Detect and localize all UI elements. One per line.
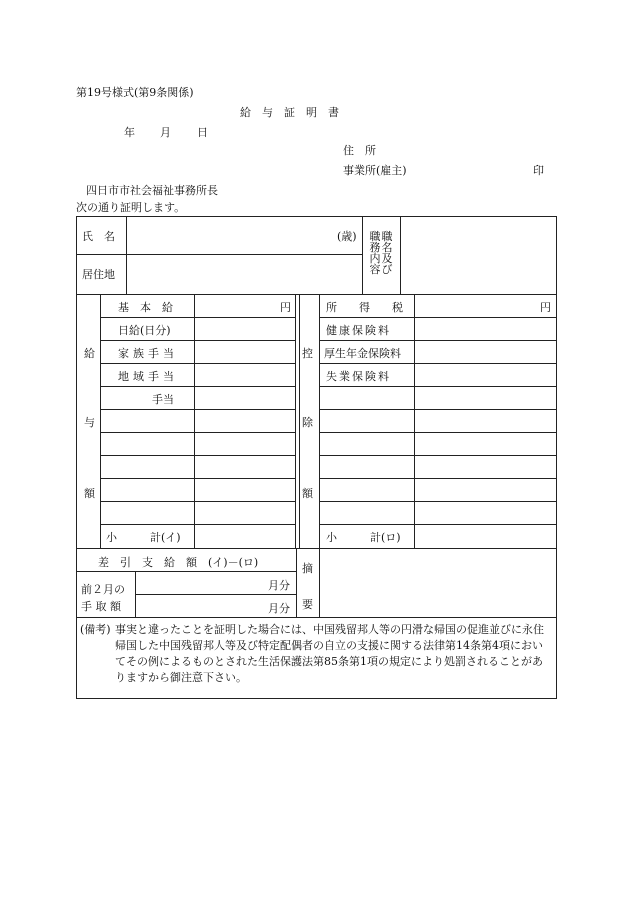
remarks-char-1: 摘 <box>302 562 313 575</box>
salary-currency: 円 <box>280 301 291 314</box>
salary-subtotal-label: 小 計(イ) <box>106 531 181 544</box>
salary-item-daily: 日給(日分) <box>118 324 171 337</box>
residence-label: 居住地 <box>82 268 115 281</box>
deduction-item-pension: 厚生年金保険料 <box>324 347 401 360</box>
remarks-field[interactable] <box>320 549 556 617</box>
job-label-col2: 職務内容 <box>369 230 381 276</box>
salary-item-basic: 基 本 給 <box>118 301 173 314</box>
addressee: 四日市市社会福祉事務所長 <box>86 184 218 197</box>
deduction-group-char-2: 除 <box>302 416 313 429</box>
prev-months-label-1: 前２月の <box>81 583 125 596</box>
date-year: 年 <box>124 126 135 139</box>
deduction-item-income-tax: 所 得 税 <box>326 301 403 314</box>
address-label: 住 所 <box>343 144 376 157</box>
salary-item-regional: 地域手当 <box>118 370 178 383</box>
salary-group-char-1: 給 <box>84 347 95 360</box>
salary-item-allowance: 手当 <box>152 393 174 406</box>
net-pay-label: 差 引 支 給 額 (イ)－(ロ) <box>98 556 259 569</box>
employer-label: 事業所(雇主) <box>343 164 407 177</box>
job-field[interactable] <box>401 217 556 294</box>
date-month: 月 <box>160 126 171 139</box>
deduction-subtotal-label: 小 計(ロ) <box>326 531 401 544</box>
seal-mark: 印 <box>533 164 544 177</box>
statement: 次の通り証明します。 <box>76 201 186 214</box>
job-label-col1: 職名及び <box>381 230 393 276</box>
salary-group-char-2: 与 <box>84 416 95 429</box>
deduction-group-char-1: 控 <box>302 347 313 360</box>
name-label: 氏 名 <box>82 230 115 243</box>
note-label: (備考) <box>80 623 111 636</box>
age-label: (歳) <box>337 230 357 243</box>
remarks-char-2: 要 <box>302 598 313 611</box>
date-day: 日 <box>197 126 208 139</box>
salary-group-char-3: 額 <box>84 487 95 500</box>
name-field[interactable] <box>127 217 337 254</box>
deduction-item-health: 健康保険料 <box>326 324 391 337</box>
month-unit-2: 月分 <box>268 602 290 615</box>
prev-months-label-2: 手 取 額 <box>81 600 121 613</box>
salary-item-family: 家族手当 <box>118 347 178 360</box>
form-number: 第19号様式(第9条関係) <box>76 86 194 99</box>
deduction-item-unemployment: 失業保険料 <box>326 370 391 383</box>
deduction-group-char-3: 額 <box>302 487 313 500</box>
document-title: 給 与 証 明 書 <box>240 106 339 119</box>
deduction-currency: 円 <box>540 301 551 314</box>
note-text: 事実と違ったことを証明した場合には、中国残留邦人等の円滑な帰国の促進並びに永住帰国した中国残留邦人等及び特定配偶者の自立の支援に関する法律第14条第4項においてその例によるものとされた生活保護法第85条第1項の規定により処罰されることがありますから御注意下さい。 <box>115 623 544 684</box>
month-unit-1: 月分 <box>268 579 290 592</box>
residence-field[interactable] <box>127 255 362 294</box>
